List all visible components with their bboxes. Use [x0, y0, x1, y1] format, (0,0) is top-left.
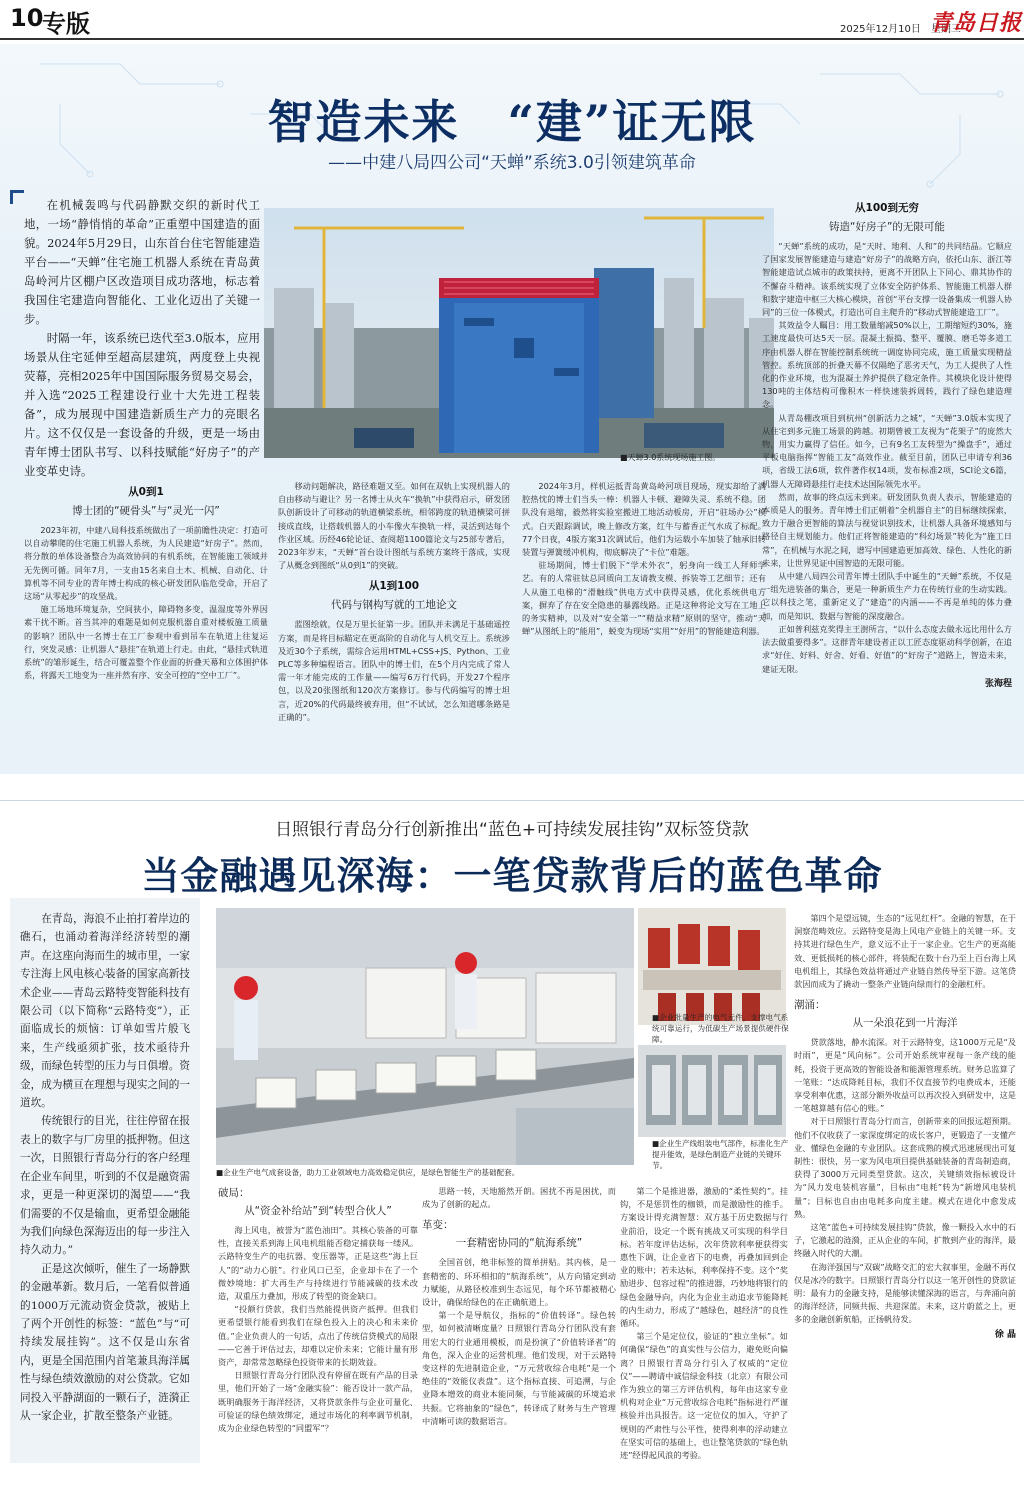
story2-column-3 — [620, 1185, 788, 1473]
story1-lead — [24, 196, 260, 481]
story1-column-1 — [24, 484, 268, 682]
story1-column-2 — [278, 480, 510, 722]
page-number: 10 — [10, 4, 44, 32]
section-subheading: 一套精密协同的“航海系统” — [455, 1237, 583, 1250]
author-signature: 徐 晶 — [994, 1329, 1016, 1340]
issue-date: 2025年12月10日 星期三 — [840, 24, 961, 35]
story1-subheadline: ——中建八局四公司“天蝉”系统3.0引领建筑革命 — [328, 153, 696, 173]
photo-caption: ■企业生产电气成套设备，助力工业领域电力高效稳定供应，是绿色智能生产的基础配套。 — [216, 1168, 520, 1177]
section-subheading: 从“资金补给站”到“转型合伙人” — [244, 1205, 392, 1217]
body-paragraph: 移动问题解决，路径难题又至。如何在双轨上实现机器人的自由移动与避让？另一名博士从火车“换轨”中获得启示，研发团队创新设计了可移动的轨道横梁系统，相邻跨度的轨道横梁可拼接成直线，让搭载机器人的小车像火车换轨一样，灵活到达每个作业区域。历经46轮论证、查阅超1100篇论文与25部专著后，2023年岁末，“天蝉”首台设计图纸与系统方案终于落成，实现了从概念到图纸“从0到1”的突破。 — [278, 481, 510, 571]
story1-column-3 — [522, 480, 766, 710]
story2-subheadline: 日照银行青岛分行创新推出“蓝色+可持续发展挂钩”双标签贷款 — [275, 820, 749, 840]
section-subheading: 代码与钢构写就的工地论文 — [331, 599, 457, 612]
section-heading: 破局： — [218, 1187, 250, 1199]
lead-paragraph: 正是这次倾听，催生了一场静默的金融革新。数月后，一笔看似普通的1000万元流动资金贷款，被贴上了两个开创性的标签：“蓝色”与“可持续发展挂钩”。这不仅是山东省内，更是全国范围内首笔兼具海洋属性与绿色绩效激励的对公贷款。它如同投入平静湖面的一颗石子，涟漪正从一家企业，扩散至整条产业链。 — [20, 1262, 190, 1422]
photo-caption: ■天蝉3.0系统现场施工图。 — [620, 453, 721, 462]
lead-corner-mark — [10, 190, 24, 204]
lead-paragraph: 时隔一年，该系统已迭代至3.0版本，应用场景从住宅延伸至超高层建筑，两度登上央视荧幕，亮相2025年中国国际服务贸易交易会，并入选“2025工程建设行业十大先进工程装备”，成为展现中国建造新质生产力的亮眼名片。这不仅仅是一套设备的升级，更是一场由青年博士团队书写、以科技赋能“好房子”的产业变革史诗。 — [24, 331, 260, 478]
lead-paragraph: 在机械轰鸣与代码静默交织的新时代工地，一场“静悄悄的革命”正重塑中国建造的面貌。2024年5月29日，山东首台住宅智能建造平台——“天蝉”住宅施工机器人系统在青岛黄岛岭河片区棚户区改造项目成功落地，标志着我国住宅建造向智能化、工业化迈出了关键一步。 — [24, 198, 260, 326]
lead-paragraph: 传统银行的目光，往往停留在报表上的数字与厂房里的抵押物。但这一次，日照银行青岛分行的客户经理在企业车间里，听到的不仅是融资需求，更是一种更深切的渴望——“我们需要的不仅是输血，更希望金融能为我们向绿色深海迈出的每一步注入持久动力。” — [20, 1115, 190, 1257]
section-heading: 潮涌： — [794, 999, 826, 1012]
section-subheading: 博士团的“硬骨头”与“灵光一闪” — [72, 505, 220, 517]
body-paragraph: 蓝图绘就，仅是万里长征第一步。团队并未满足于基础遥控方案，而是将目标瞄定在更高阶的自动化与人机交互上。系统涉及近30个子系统，需综合运用HTML+CSS+JS、Python、工业PLC等多种编程语言。团队中的博士们，在5个月内完成了常人需一年才能完成的工作量——编写6万行代码，开发27个程序包，以及20张图纸和120次方案修订。参与代码编写的博士坦言，近20%的代码最终被弃用，但“不试试，怎么知道哪条路是正确的”。 — [278, 619, 510, 722]
section-subheading: 从一朵浪花到一片海洋 — [852, 1017, 958, 1030]
body-paragraph: 然而，故事的终点远未到来。研发团队负责人表示，智能建造的本质是人的服务。青年博士们正朝着“全机器自主”的目标继续探索，致力于融合更智能的算法与视觉识别技术，让机器人具备环境感知与路径自主规划能力。他们正将智能建造的“科幻场景”转化为“施工日常”，在机械与水泥之间，谱写中国建造更加高效、绿色、人性化的新未来，让世界见证中国智造的无限可能。 — [762, 491, 1012, 568]
body-paragraph: 思路一转，天地豁然开朗。困扰不再是困扰，而成为了创新的起点。 — [422, 1186, 616, 1210]
body-paragraph: 从中建八局四公司青年博士团队手中诞生的“天蝉”系统，不仅是一组先进装备的集合，更是一种新质生产力在传统行业的生动实践。它以科技之笔，重新定义了“建造”的内涵——不再是单纯的体力叠加，而是知识、数据与智能的深度融合。 — [762, 571, 1012, 621]
story2-column-1 — [218, 1185, 418, 1473]
newspaper-logo: 青岛日报 — [930, 10, 1023, 36]
body-paragraph: 其效益令人瞩目：用工数量缩减50%以上，工期缩短约30%，施工速度最快可达5天一层。混凝土振捣、整平、覆膜、磨毛等多道工序由机器人群在智能控制系统统一调度协同完成，施工质量实现精益管控。系统顶部的折叠天幕不仅隔绝了恶劣天气，为工人提供了人性化的作业环境，也为混凝土养护提供了稳定条件。其模块化设计使得130吨的主体结构可像积木一样快速装拆周转，践行了绿色建造理念。 — [762, 320, 1012, 410]
body-paragraph: 对于日照银行青岛分行而言，创新带来的回报远超预期。他们不仅收获了一家深度绑定的成长客户，更锻造了一支懂产业、懂绿色金融的专业团队。这套成熟的模式迅速展现出可复制性：很快，另一家为风电项目提供基础装备的青岛制造商，获得了3000万元同类型贷款。这次，关键绩效指标被设计为“风力发电装机容量”，目标由“电耗”转为“新增风电装机量”；目标也自由由电耗多向度主建。模式在进化中愈发成熟。 — [794, 1116, 1016, 1219]
electrical-components-photo — [638, 908, 786, 1025]
assembly-line-photo — [638, 1045, 786, 1137]
story2-lead-box — [10, 898, 200, 1463]
body-paragraph: “投额行贷款，我们当然能提供资产抵押。但我们更希望银行能看到我们在绿色投入上的决心和未来价值。”企业负责人的一句话，点出了传统信贷模式的局限——它善于评估过去，却难以定价未来；它能计量有形资产，却常常忽略绿色投资带来的长期效益。 — [218, 1304, 418, 1368]
story2-column-4 — [794, 912, 1016, 1472]
story1-column-4 — [762, 200, 1012, 725]
body-paragraph: 2024年3月，样机运抵青岛黄岛岭河项目现场，现实却给了满腔热忱的博士们当头一棒：机器人卡顿、避障失灵、系统不稳。团队没有退缩，毅然将实验室搬进工地活动板房，开启“驻场办公”模式。白天跟踪调试，晚上修改方案，红牛与蓄香正气水成了标配。77个日夜，4版方案31次调试后，他们为运载小车加装了轴承旧转装置与弹簧缓冲机构，彻底解决了“卡位”难题。 — [522, 481, 766, 558]
story2-column-2 — [422, 1185, 616, 1473]
photo-caption: ■企业批量生产的电气元件，支撑电气系统可靠运行，为低碳生产场景提供硬件保障。 — [652, 1013, 789, 1044]
story-divider — [0, 800, 1024, 801]
body-paragraph: “天蝉”系统的成功，是“天时、地利、人和”的共同结晶。它顺应了国家发展智能建造与建造“好房子”的战略方向，依托山东、浙江等智能建造试点城市的政策扶持，更离不开团队上下同心、鼎其协作的不懈奋斗精神。该系统实现了立体安全防护体系、智能施工机器人群和数字建造中枢三大核心模块，首创“平台支撑一设备集成一机器人协同”的三位一体模式，打造出可自主爬升的“移动式智能建造工厂”。 — [762, 241, 1012, 318]
author-signature: 张海程 — [984, 678, 1012, 689]
body-paragraph: 第一个是导航仪，指标的“价值转译”。绿色转型，如何被清晰度量？日照银行青岛分行团队没有套用宏大的行业通用模板，而是扮演了“价值转译者”的角色，深入企业的运营机理。他们发现，对于云路特变这样的先进制造企业，“万元营收综合电耗”是一个绝佳的“效能仪表盘”。这个指标直接、可追溯，与企业降本增效的商业本能同频，与节能减碳的环境追求共振。它将抽象的“绿色”，转译成了财务与生产管理中清晰可读的数据语言。 — [422, 1310, 616, 1426]
body-paragraph: 2023年初，中建八局科技系统做出了一项前瞻性决定：打造可以自动攀爬的住宅施工机器人系统，为人民建造“好房子”。然而，将分散的单体设备整合为高效协同的有机系统，在智能施工领域并无先例可循。同年7月，一支由15名来自土木、机械、自动化、计算机等不同专业的青年博士构成的核心研发团队临危受命，开启了这场“从零起步”的攻坚战。 — [24, 525, 268, 602]
story2-headline: 当金融遇见深海：一笔贷款背后的蓝色革命 — [141, 853, 883, 898]
body-paragraph: 施工场地环境复杂，空间狭小，障碍物多变，温湿度等外界因素干扰不断。首当其冲的难题是如何克服机器自重对楼板施工质量的影响？团队中一名博士在工厂参观中看到吊车在轨道上往复运行，突发灵感：让机器人“悬挂”在轨道上行走。由此，“悬挂式轨道系统”的雏形诞生，结合可覆盖整个作业面的折叠天幕和立体围护体系，将露天工地变为一座并然有序、安全可控的“空中工厂”。 — [24, 604, 268, 681]
body-paragraph: 从青岛棚改项目到杭州“创新活力之城”，“天蝉”3.0版本实现了从住宅到多元施工场景的跨越。初期曾被工友视为“花架子”的庞然大物，用实力赢得了信任。如今，已有9名工友转型为“操盘手”，通过平板电脑指挥“智能工友”高效作业。截至目前，团队已申请专利36项，省级工法6项，软件著作权14项，发布标准2项，SCI论文6篇，机器人无障碍悬挂行走技术达国际领先水平。 — [762, 412, 1012, 489]
body-paragraph: 日照银行青岛分行团队没有停留在既有产品的目录里，他们开始了一场“金融实验”：能否设计一款产品，既明确服务于海洋经济，又将贷款条件与企业可量化、可验证的绿色绩效绑定，通过市场化的利率调节机制，成为企业绿色转型的“同盟军”？ — [218, 1370, 418, 1434]
factory-production-photo — [216, 908, 634, 1165]
lead-paragraph: 在青岛，海浪不止拍打着岸边的礁石，也涌动着海洋经济转型的潮声。在这座向海而生的城市里，一家专注海上风电核心装备的国家高新技术企业——青岛云路特变智能科技有限公司（以下简称“云路特变”），正面临成长的烦恼：订单如雪片般飞来，生产线亟须扩张，技术亟待升级，而绿色转型的压力与日俱增。资金，成为横亘在理想与现实之间的一道坎。 — [20, 913, 190, 1110]
story1-headline: 智造未来 “建”证无限 — [267, 95, 757, 149]
section-heading: 从0到1 — [128, 486, 164, 498]
section-heading: 革变： — [422, 1219, 454, 1232]
body-paragraph: 全国首创，绝非标签的简单拼贴。其内核，是一套精密的、环环相扣的“航海系统”，从方向锚定到动力赋能，从路径校准到生态远见，每个环节都被精心设计，确保给绿色的在正确航道上。 — [422, 1257, 616, 1308]
section-heading: 从1到100 — [368, 580, 420, 593]
body-paragraph: 第四个是望远镜，生态的“远见红杆”。金融的智慧，在于洞察范畴效应。云路特变是海上风电产业链上的关键一环。支持其进行绿色生产，意义远不止于一家企业。它生产的更高能效、更低损耗的核心部件，将装配在数十台乃至上百台海上风电机组上，其绿色效益将通过产业链自然传导至下游。这笔贷款因而成为了撬动一整条产业链向绿而行的金融杠杆。 — [794, 913, 1016, 990]
body-paragraph: 贷款落地，静水流深。对于云路特变，这1000万元是“及时雨”，更是“风向标”。公司开始系统审视每一条产线的能耗，投资于更高效的智能设备和能源管理系统。财务总监算了一笔账：“达成降耗目标，我们不仅直接节约电费成本，还能享受利率优惠，这部分额外收益可以再次投入到研发中，这是一笔越算越有信心的账。” — [794, 1037, 1016, 1114]
body-paragraph: 这笔“蓝色+可持续发展挂钩”贷款，像一颗投入水中的石子，它激起的涟漪，正从企业的车间，扩散到产业的海洋，最终融入时代的大潮。 — [794, 1222, 1016, 1259]
body-paragraph: 海上风电，被誉为“蓝色油田”。其核心装备的可靠性，直接关系到海上风电机组能否稳定捕获每一缕风。云路特变生产的电抗器、变压器等，正是这些“海上巨人”的“动力心脏”。行业风口已至，企业却卡在了一个微妙境地：扩大再生产与持续进行节能减碳的技术改造，双重压力叠加，形成了转型的资金缺口。 — [218, 1225, 418, 1302]
body-paragraph: 驻场期间，博士们脱下“学术外衣”，躬身向一线工人拜师学艺。有的人常驻钛总同质向工友请教支模、拆装等工艺细节；还有人从施工电梯的“滑触线”供电方式中获得灵感，优化系统供电方案，摒弃了存在安全隐患的暴露线路。正是这种将论文写在工地上的务实精神，以及对“安全第一”“精益求精”原则的坚守，推动“天蝉”从图纸上的“能用”，蜕变为现场“实用”“好用”的智能建造利器。 — [522, 560, 766, 637]
section-name: 专版 — [42, 10, 90, 38]
body-paragraph: 第三个是定位仪，验证的“独立坐标”。如何确保“绿色”的真实性与公信力，避免贬向偏离？日照银行青岛分行引入了权威的“定位仪”——聘请中诚信绿金科技（北京）有限公司作为独立的第三方评估机构，每年由这家专业机构对企业“万元营收综合电耗”指标进行严谨核验并出具报告。这一定位仪的加入，守护了规则的严肃性与公平性，使得利率的浮动建立在坚实可信的基础上，也让整笔贷款的“绿色轨迹”经得起风浪的考验。 — [620, 1331, 788, 1461]
section-heading: 从100到无穷 — [855, 202, 919, 214]
body-paragraph: 在海洋强国与“双碳”战略交汇的宏大叙事里，金融不再仅仅是冰冷的数字。日照银行青岛分行以这一笔开创性的贷款证明：最有力的金融支持，是能够读懂深海的语言，与奔涌向前的海洋经济，同频共振、共迎深蓝。未来，这片蔚蓝之上，更多的金融创新航船，正扬帆待发。 — [794, 1261, 1016, 1325]
body-paragraph: 正如普利兹克奖得主王澍所言，“以什么态度去做永远比用什么方法去做重要得多”。这群青年建设者正以工匠态度驱动科学创新，在追求“好住、好料、好舍、好看、好值”的“好房子”道路上，智造未来，建证无限。 — [762, 623, 1012, 674]
body-paragraph: 第二个是推进器，激励的“柔性契约”。挂钩，不是惩罚性的枷锁，而是激励性的推手。方案设计得充满智慧：双方基于历史数据与行业前沿，设定一个既有挑战又可实现的科学目标。若年度评估达标，次年贷款利率便获得实惠性下调，让企业省下的电费，再叠加回到企业的账中；若未达标，利率保持不变。这个“奖励进步、包容过程”的推进器，巧妙地将银行的绿色金融导向，内化为企业主动追求节能降耗的内生动力，形成了“越绿色，越经济”的良性循环。 — [620, 1186, 788, 1329]
construction-site-photo — [264, 208, 774, 458]
photo-caption: ■企业生产线组装电气部件，标准化生产提升能效，是绿色制造产业链的关键环节。 — [652, 1139, 789, 1170]
section-subheading: 铸造“好房子”的无限可能 — [829, 221, 945, 233]
